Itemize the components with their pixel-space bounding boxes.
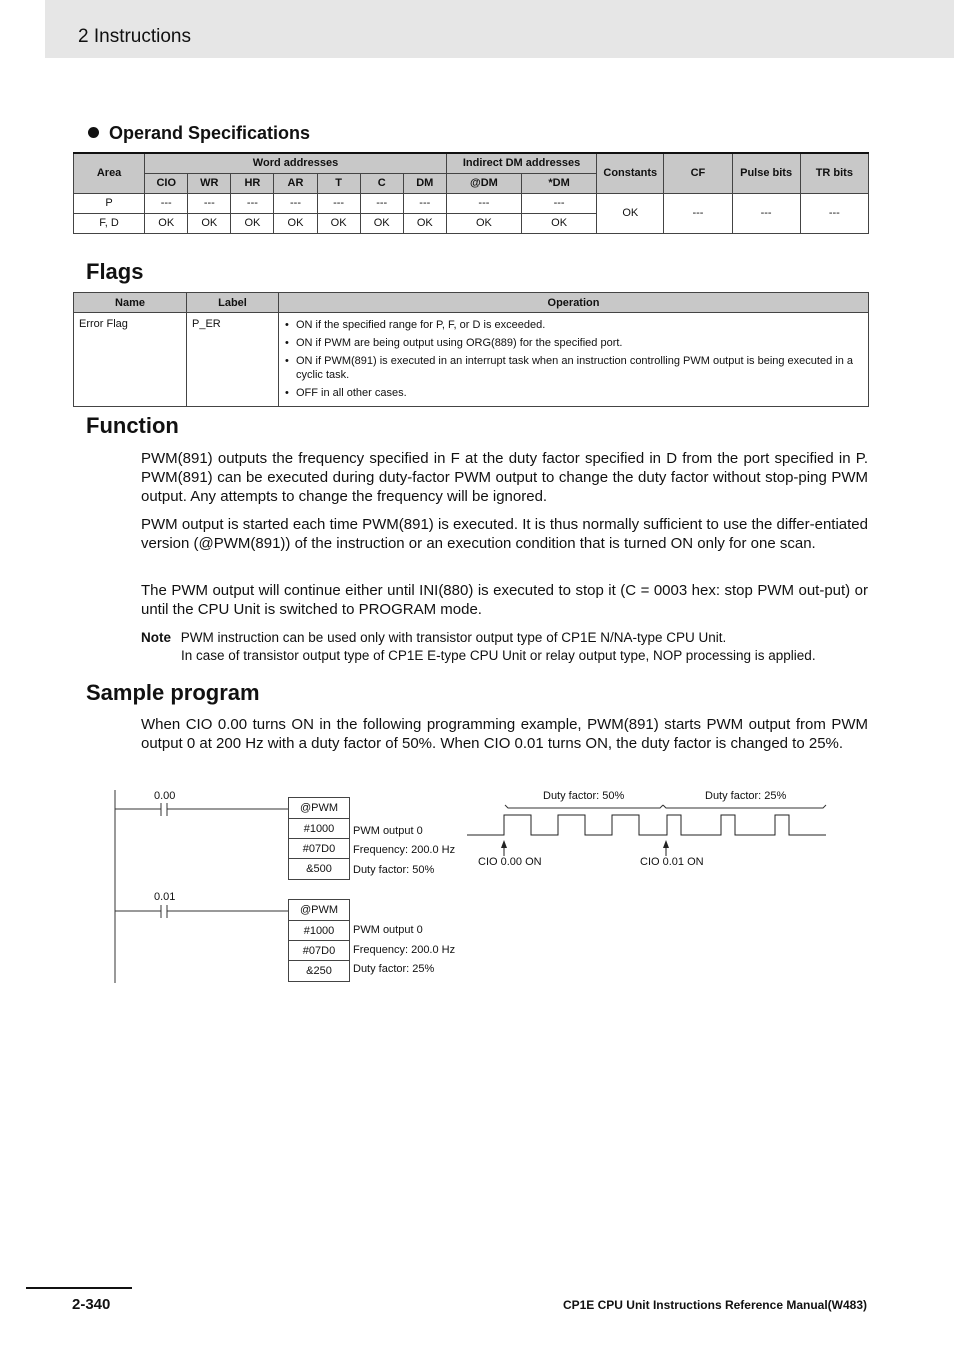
- operand-box: #07D0: [288, 940, 350, 962]
- note-line-1: PWM instruction can be used only with transistor output type of CP1E N/NA-type CPU Unit.: [180, 630, 727, 645]
- cell: ---: [145, 193, 188, 213]
- operand-box: &250: [288, 960, 350, 982]
- note-label: Note: [141, 630, 171, 645]
- page-number: 2-340: [72, 1296, 111, 1313]
- list-item: • ON if the specified range for P, F, or D is exceeded.: [279, 318, 860, 332]
- cell: ---: [732, 193, 800, 233]
- cell: ---: [317, 193, 360, 213]
- cell: OK: [274, 213, 317, 233]
- col-word: Word addresses: [145, 153, 447, 173]
- operand-box: #07D0: [288, 838, 350, 860]
- col-star-dm: *DM: [522, 173, 597, 193]
- cell: ---: [231, 193, 274, 213]
- col-constants: Constants: [597, 153, 664, 193]
- on-label-001: CIO 0.01 ON: [640, 856, 704, 868]
- cell: OK: [188, 213, 231, 233]
- cell: OK: [403, 213, 446, 233]
- manual-title: CP1E CPU Unit Instructions Reference Manual(W483): [562, 1298, 867, 1312]
- cell: ---: [360, 193, 403, 213]
- operand-note: PWM output 0: [353, 825, 423, 837]
- cell: OK: [360, 213, 403, 233]
- col-tr: TR bits: [800, 153, 868, 193]
- note-line-2: In case of transistor output type of CP1E E-type CPU Unit or relay output type, NOP processing is applied.: [181, 648, 816, 663]
- operand-note: PWM output 0: [353, 924, 423, 936]
- col-wr: WR: [188, 173, 231, 193]
- cell: ---: [188, 193, 231, 213]
- col-t: T: [317, 173, 360, 193]
- cell: OK: [597, 193, 664, 233]
- contact-label-1: 0.00: [154, 790, 176, 802]
- list-item: • OFF in all other cases.: [279, 386, 860, 400]
- operand-box: #1000: [288, 818, 350, 840]
- col-c: C: [360, 173, 403, 193]
- function-paragraph-3: The PWM output will continue either until INI(880) is executed to stop it (C = 0003 hex: stop PWM out-put) or until the CPU Unit is switched to PROGRAM mode.: [141, 582, 868, 618]
- operand-box: #1000: [288, 920, 350, 942]
- cell: ---: [403, 193, 446, 213]
- operand-note: Duty factor: 50%: [353, 864, 435, 876]
- operand-note: Frequency: 200.0 Hz: [353, 944, 456, 956]
- cell: ---: [664, 193, 732, 233]
- cell: ---: [522, 193, 597, 213]
- col-cio: CIO: [145, 173, 188, 193]
- cell: ---: [274, 193, 317, 213]
- instruction-box: @PWM: [288, 899, 350, 921]
- flags-title: Flags: [86, 259, 144, 284]
- flags-col-label: Label: [187, 293, 279, 313]
- flags-col-operation: Operation: [279, 293, 869, 313]
- cell: ---: [446, 193, 521, 213]
- col-cf: CF: [664, 153, 732, 193]
- col-hr: HR: [231, 173, 274, 193]
- col-pulse: Pulse bits: [732, 153, 800, 193]
- cell: OK: [446, 213, 521, 233]
- cell: OK: [317, 213, 360, 233]
- cell: F, D: [74, 213, 145, 233]
- col-ar: AR: [274, 173, 317, 193]
- sample-title: Sample program: [86, 680, 260, 705]
- footer-rule: [26, 1287, 132, 1289]
- cell: OK: [231, 213, 274, 233]
- col-area: Area: [74, 153, 145, 193]
- cell: P: [74, 193, 145, 213]
- operand-box: &500: [288, 858, 350, 880]
- instruction-box: @PWM: [288, 797, 350, 819]
- duty-label-50: Duty factor: 50%: [543, 790, 625, 802]
- operand-note: Frequency: 200.0 Hz: [353, 844, 456, 856]
- cell: OK: [522, 213, 597, 233]
- operand-spec-title: Operand Specifications: [109, 123, 311, 143]
- function-title: Function: [86, 413, 179, 438]
- chapter-title: 2 Instructions: [78, 26, 191, 47]
- flag-label: P_ER: [187, 313, 279, 407]
- sample-paragraph: When CIO 0.00 turns ON in the following programming example, PWM(891) starts PWM output from PWM output 0 at 200 Hz with a duty factor of 50%. When CIO 0.01 turns ON, the duty factor is changed to 25%.: [141, 716, 868, 752]
- duty-label-25: Duty factor: 25%: [705, 790, 787, 802]
- function-paragraph-1: PWM(891) outputs the frequency specified in F at the duty factor specified in D from the port specified in P. PWM(891) can be executed during duty-factor PWM output to change the duty factor without stop-ping PWM output. Any attempts to change the frequency will be ignored.: [141, 450, 868, 505]
- cell: OK: [145, 213, 188, 233]
- function-paragraph-2: PWM output is started each time PWM(891) is executed. It is thus normally sufficient to use the differ-entiated version (@PWM(891)) of the instruction or an execution condition that is turned ON only for one scan.: [141, 516, 868, 552]
- col-indirect: Indirect DM addresses: [446, 153, 596, 173]
- contact-label-2: 0.01: [154, 891, 176, 903]
- on-label-000: CIO 0.00 ON: [478, 856, 542, 868]
- flags-col-name: Name: [74, 293, 187, 313]
- col-at-dm: @DM: [446, 173, 521, 193]
- cell: ---: [800, 193, 868, 233]
- col-dm: DM: [403, 173, 446, 193]
- list-item: • ON if PWM(891) is executed in an interrupt task when an instruction controlling PWM output is being executed in a cyclic task.: [279, 354, 860, 382]
- list-item: • ON if PWM are being output using ORG(889) for the specified port.: [279, 336, 860, 350]
- operand-note: Duty factor: 25%: [353, 963, 435, 975]
- flag-name: Error Flag: [74, 313, 187, 407]
